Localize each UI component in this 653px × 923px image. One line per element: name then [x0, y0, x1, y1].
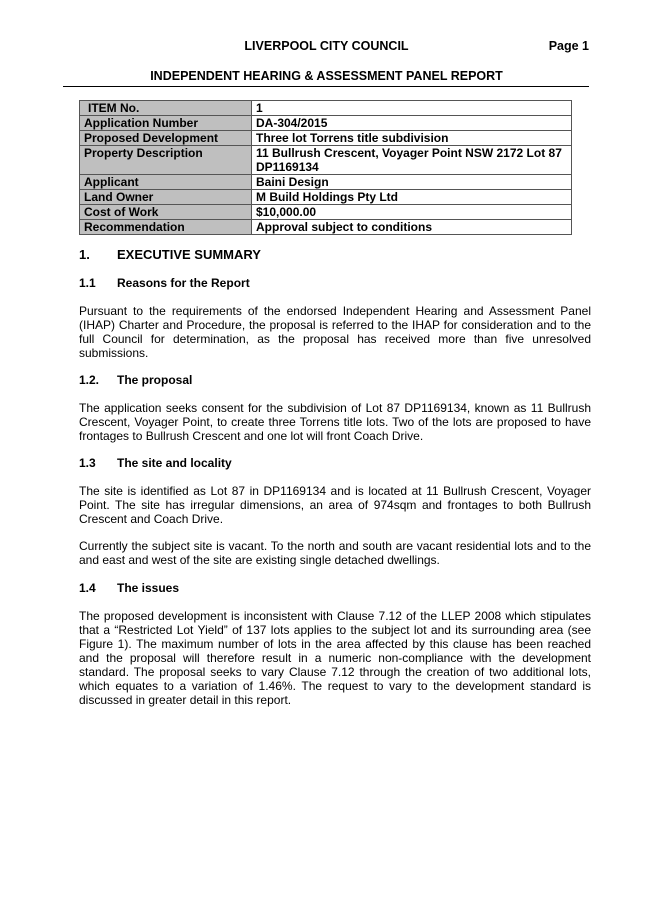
row-value: Three lot Torrens title subdivision: [252, 131, 572, 146]
table-row: [80, 220, 572, 235]
row-value: $10,000.00: [252, 205, 572, 220]
subsection-number: 1.2.: [79, 373, 100, 387]
subsection-number: 1.4: [79, 581, 96, 595]
report-title: INDEPENDENT HEARING & ASSESSMENT PANEL REPORT: [150, 69, 503, 83]
table-row: [80, 190, 572, 205]
paragraph-reasons: Pursuant to the requirements of the endorsed Independent Hearing and Assessment Panel (IHAP) Charter and Procedure, the proposal is referred to the IHAP for consideration and to the full Council for determination, as the proposal has received more than five unresolved submissions.: [79, 304, 591, 360]
table-row: [80, 131, 572, 146]
row-label: Proposed Development: [80, 131, 252, 146]
table-row: [80, 146, 572, 175]
subsection-number: 1.3: [79, 456, 96, 470]
row-label: ITEM No.: [80, 101, 252, 116]
row-label: Recommendation: [80, 220, 252, 235]
table-row: [80, 175, 572, 190]
row-label: Application Number: [80, 116, 252, 131]
section-number: 1.: [79, 247, 90, 262]
paragraph-proposal: The application seeks consent for the subdivision of Lot 87 DP1169134, known as 11 Bullrush Crescent, Voyager Point, to create three Torrens title lots. Two of the lots are proposed to have frontages to Bullrush Crescent and one lot will front Coach Drive.: [79, 401, 591, 443]
paragraph-issues: The proposed development is inconsistent with Clause 7.12 of the LLEP 2008 which stipulates that a “Restricted Lot Yield” of 137 lots applies to the subject lot and its surrounding area (see Figure 1). The maximum number of lots in the area affected by this clause has been reached and the proposal will therefore result in a numeric non-compliance with the development standard. The proposal seeks to vary Clause 7.12 through the creation of two additional lots, which equates to a variation of 1.46%. The request to vary to the development standard is discussed in greater detail in this report.: [79, 609, 591, 707]
paragraph-site-vacant: Currently the subject site is vacant. To the north and south are vacant residential lots and to the and east and west of the site are existing single detached dwellings.: [79, 539, 591, 567]
council-name: LIVERPOOL CITY COUNCIL: [244, 39, 409, 53]
subsection-title: The proposal: [117, 373, 193, 387]
paragraph-site: The site is identified as Lot 87 in DP1169134 and is located at 11 Bullrush Crescent, Voyager Point. The site has irregular dimensions, an area of 974sqm and frontages to both Bullrush Crescent and Coach Drive.: [79, 484, 591, 526]
row-value: 1: [252, 101, 572, 116]
table-row: [80, 101, 572, 116]
summary-table: [79, 100, 572, 235]
section-heading-executive-summary: [79, 247, 261, 262]
subsection-heading-reasons: [79, 276, 250, 290]
page-header: [0, 39, 653, 55]
subsection-title: Reasons for the Report: [117, 276, 250, 290]
subsection-heading-proposal: [79, 373, 192, 387]
subsection-heading-issues: [79, 581, 179, 595]
row-value: DA-304/2015: [252, 116, 572, 131]
row-label: Land Owner: [80, 190, 252, 205]
row-label: Applicant: [80, 175, 252, 190]
page-number: Page 1: [548, 39, 589, 53]
table-row: [80, 205, 572, 220]
row-label: Property Description: [80, 146, 252, 175]
row-value: M Build Holdings Pty Ltd: [252, 190, 572, 205]
row-value: Approval subject to conditions: [252, 220, 572, 235]
subsection-title: The site and locality: [117, 456, 232, 470]
header-rule: [63, 86, 589, 87]
subsection-number: 1.1: [79, 276, 96, 290]
table-row: [80, 116, 572, 131]
section-title: EXECUTIVE SUMMARY: [117, 247, 261, 262]
subsection-title: The issues: [117, 581, 180, 595]
row-value: Baini Design: [252, 175, 572, 190]
subsection-heading-site: [79, 456, 232, 470]
row-value: 11 Bullrush Crescent, Voyager Point NSW 2172 Lot 87 DP1169134: [252, 146, 572, 175]
row-label: Cost of Work: [80, 205, 252, 220]
